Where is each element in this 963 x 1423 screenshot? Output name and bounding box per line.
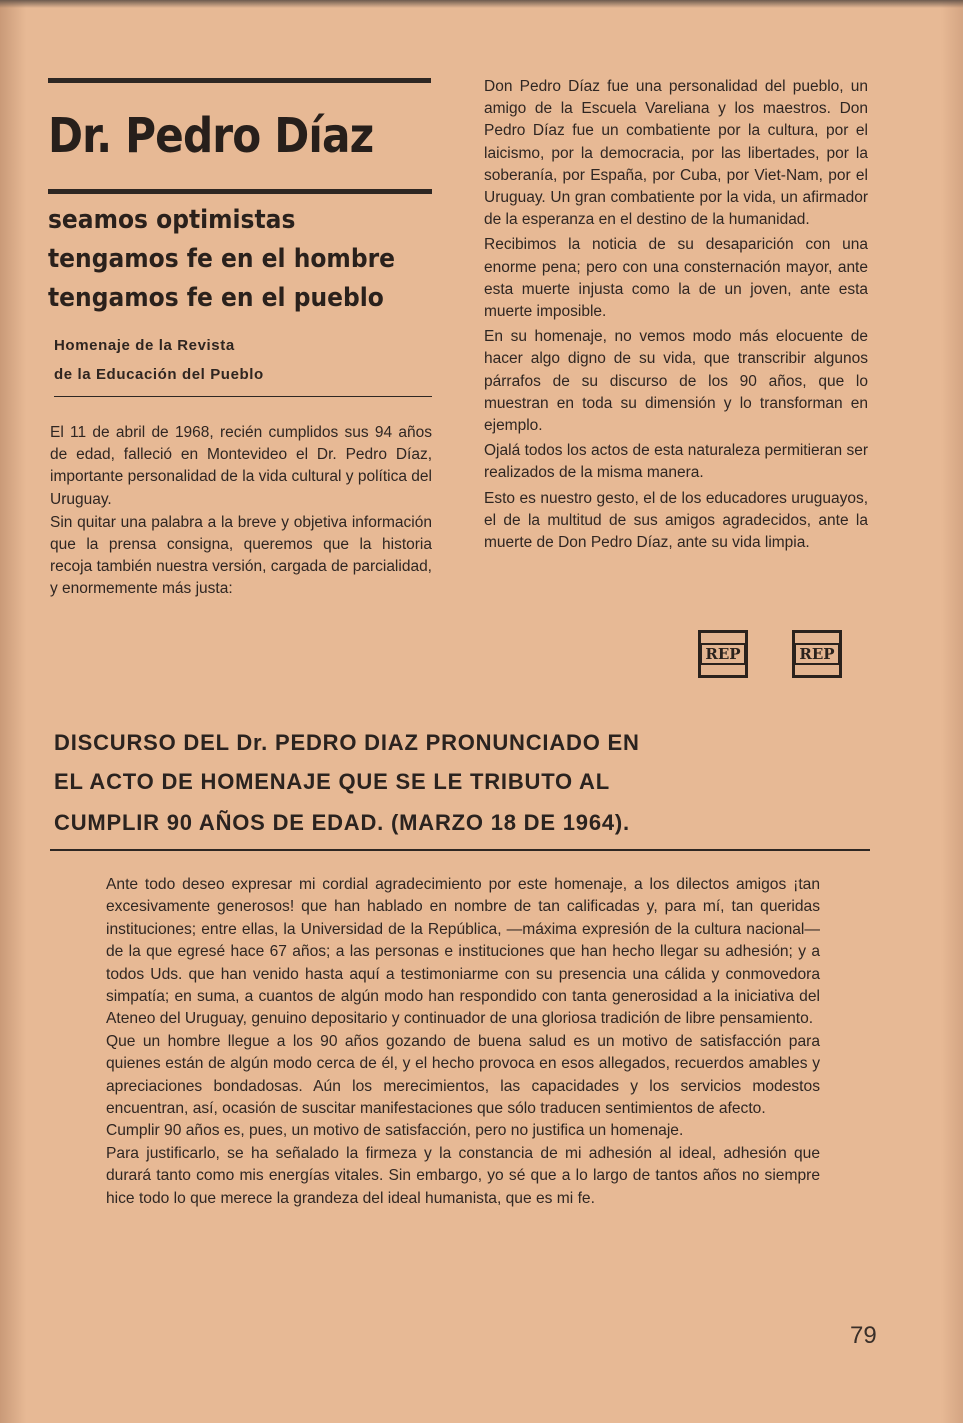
- title-top-rule: [48, 78, 431, 83]
- intro-column: [50, 422, 432, 601]
- slogan-line: seamos optimistas: [48, 205, 296, 235]
- intro-paragraph: Sin quitar una palabra a la breve y objetiva información que la prensa consigna, queremos que la historia recoja también nuestra versión, cargada de parcialidad, y enormemente más justa:: [50, 513, 432, 598]
- title-bottom-rule: [48, 189, 432, 194]
- article-title: Dr. Pedro Díaz: [48, 108, 374, 164]
- tribute-paragraph: Recibimos la noticia de su desaparición con una enorme pena; pero con una consternación mayor, ante esta muerte injusta como la de un joven, ante esta muerte imposible.: [484, 236, 868, 321]
- speech-paragraph: Cumplir 90 años es, pues, un motivo de satisfacción, pero no justifica un homenaje.: [106, 1122, 684, 1140]
- tribute-paragraph: En su homenaje, no vemos modo más elocuente de hacer algo digno de su vida, que transcribir algunos párrafos de su discurso de los 90 años, que lo muestran en toda su dimensión y lo transforman en ejemplo.: [484, 328, 868, 435]
- scan-top-shadow: [0, 0, 963, 8]
- tribute-paragraph: Esto es nuestro gesto, el de los educadores uruguayos, el de la multitud de sus amigos agradecidos, ante la muerte de Don Pedro Díaz, ante su vida limpia.: [484, 489, 868, 552]
- homenaje-line: Homenaje de la Revista: [54, 337, 235, 354]
- magazine-logo-icon: REP: [698, 630, 748, 678]
- discurso-heading-line: DISCURSO DEL Dr. PEDRO DIAZ PRONUNCIADO EN: [54, 730, 640, 755]
- intro-paragraph: El 11 de abril de 1968, recién cumplidos sus 94 años de edad, falleció en Montevideo el Dr. Pedro Díaz, importante personalidad de la vida cultural y política del Uruguay.: [50, 424, 432, 508]
- page-edge-shadow: [0, 0, 26, 1423]
- tribute-column: [484, 76, 868, 554]
- discurso-heading-line: CUMPLIR 90 AÑOS DE EDAD. (MARZO 18 DE 1964).: [54, 810, 630, 835]
- speech-paragraph: Que un hombre llegue a los 90 años gozando de buena salud es un motivo de satisfacción para quienes están de algún modo cerca de él, y el hecho provoca en esos allegados, recuerdos amables y apreciaciones bondadosas. Aún los merecimientos, las capacidades y los servicios modestos encuentran, así, ocasión de suscitar manifestaciones que sólo traducen sentimientos de afecto.: [106, 1032, 820, 1118]
- discurso-heading-line: EL ACTO DE HOMENAJE QUE SE LE TRIBUTO AL: [54, 769, 610, 794]
- page-edge-shadow: [941, 0, 963, 1423]
- tribute-paragraph: Ojalá todos los actos de esta naturaleza permitieran ser realizados de la misma manera.: [484, 442, 868, 482]
- slogan-line: tengamos fe en el hombre: [48, 244, 395, 274]
- speech-paragraph: Ante todo deseo expresar mi cordial agradecimiento por este homenaje, a los dilectos amigos ¡tan excesivamente generosos! que han hablado en nombre de tan calificadas y, para mí, tan queridas instituciones; entre ellas, la Universidad de la República, —máxima expresión de la cultura nacional— de la que egresé hace 67 años; a las personas e instituciones que han hecho llegar su adhesión; y a todos Uds. que han venido hasta aquí a testimoniarme con su presencia una cálida y conmovedora simpatía; en suma, a cuantos de algún modo han respondido con tanta generosidad a la iniciativa del Ateneo del Uruguay, genuino depositario y continuador de una gloriosa tradición de libre pensamiento.: [106, 876, 820, 1028]
- homenaje-rule: [54, 396, 432, 397]
- speech-body: [106, 874, 820, 1210]
- slogan-line: tengamos fe en el pueblo: [48, 283, 384, 313]
- tribute-paragraph: Don Pedro Díaz fue una personalidad del pueblo, un amigo de la Escuela Vareliana y los maestros. Don Pedro Díaz fue un combatiente por la cultura, por el laicismo, por la democracia, por las libertades, por la soberanía, por España, por Cuba, por Viet-Nam, por el Uruguay. Un gran combatiente por la vida, un afirmador de la esperanza en el destino de la humanidad.: [484, 78, 868, 229]
- page-number: 79: [850, 1322, 877, 1349]
- discurso-rule: [50, 849, 870, 851]
- magazine-logo-icon: REP: [792, 630, 842, 678]
- homenaje-line: de la Educación del Pueblo: [54, 366, 264, 383]
- speech-paragraph: Para justificarlo, se ha señalado la firmeza y la constancia de mi adhesión al ideal, adhesión que durará tanto como mis energías vitales. Sin embargo, yo sé que a lo largo de tantos años no siempre hice todo lo que merece la grandeza del ideal humanista, que es mi fe.: [106, 1144, 820, 1207]
